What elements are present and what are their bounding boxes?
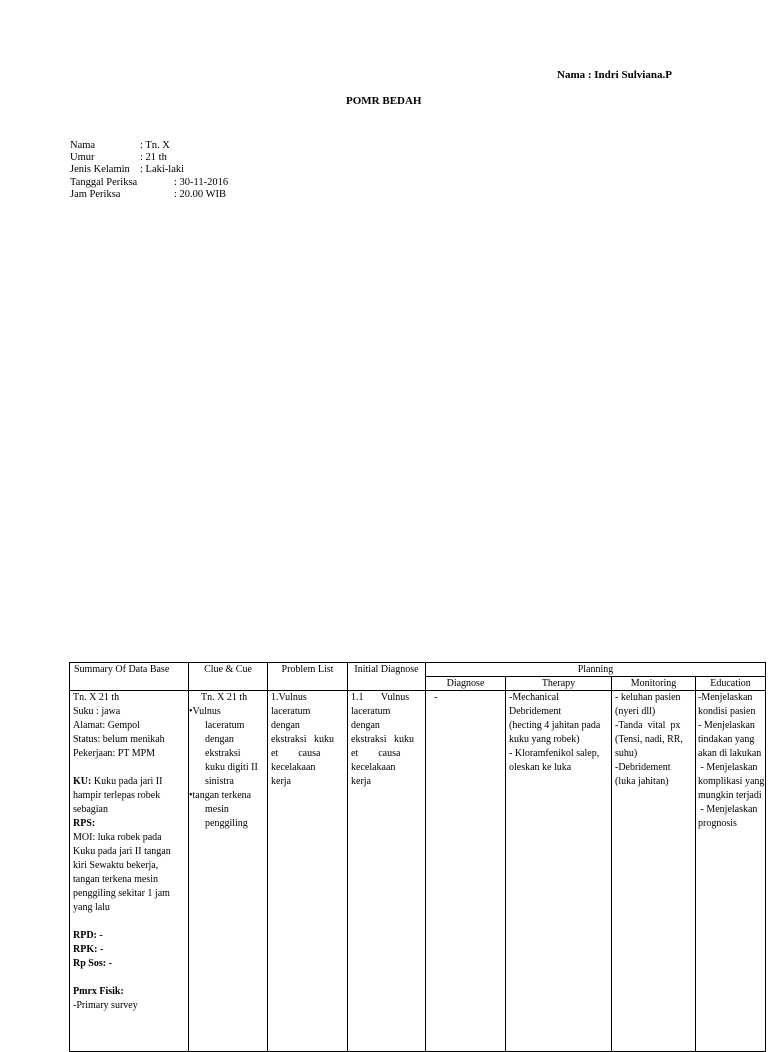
problem-line: dengan [271, 720, 300, 731]
therapy-line: -Mechanical [509, 692, 559, 703]
document-title: POMR BEDAH [346, 95, 422, 107]
initial-line: laceratum [351, 706, 391, 717]
education-line: prognosis [698, 818, 737, 829]
cell-monitoring [612, 691, 696, 1052]
diagnose-value: - [434, 692, 438, 703]
info-value: : 30-11-2016 [174, 176, 229, 188]
initial-line: et causa [351, 748, 401, 759]
ku-text: Kuku pada jari II [91, 776, 163, 787]
ku-line: sebagian [73, 804, 108, 815]
rpsos-line: Rp Sos: - [73, 958, 112, 969]
rps-label: RPS: [73, 818, 96, 829]
monitoring-line: (nyeri dll) [615, 706, 656, 717]
header-monitoring: Monitoring [612, 677, 696, 691]
clue-line: sinistra [205, 776, 234, 787]
summary-line: Suku : jawa [73, 706, 121, 717]
education-line: - Menjelaskan [698, 762, 758, 773]
clue-bullet-list [189, 705, 267, 831]
author-name: Nama : Indri Sulviana.P [557, 69, 672, 81]
info-label: Umur [70, 152, 95, 164]
pmrx-label: Pmrx Fisik: [73, 986, 124, 997]
clue-line: dengan [205, 734, 234, 745]
clue-line: kuku digiti II [205, 762, 258, 773]
clue-line: •tangan terkena [189, 790, 252, 801]
cell-summary [70, 691, 189, 1052]
rpk-line: RPK: - [73, 944, 104, 955]
education-line: - Menjelaskan [698, 804, 758, 815]
ku-label: KU: [73, 776, 92, 787]
monitoring-line: - keluhan pasien [615, 692, 681, 703]
therapy-line: Debridement [509, 706, 562, 717]
clue-line: laceratum [205, 720, 245, 731]
summary-line: Alamat: Gempol [73, 720, 140, 731]
summary-line: Status: belum menikah [73, 734, 165, 745]
header-problem-list: Problem List [268, 663, 348, 691]
info-value: : Tn. X [140, 140, 170, 151]
therapy-line: oleskan ke luka [509, 762, 572, 773]
header-initial-diagnose: Initial Diagnose [348, 663, 426, 691]
problem-line: kerja [271, 776, 291, 787]
summary-line: Pekerjaan: PT MPM [73, 748, 156, 759]
pomr-table [69, 662, 766, 1052]
summary-line: Tn. X 21 th [73, 692, 120, 703]
header-education: Education [696, 677, 766, 691]
clue-line: ekstraksi [205, 748, 241, 759]
education-line: tindakan yang [698, 734, 755, 745]
ku-line: hampir terlepas robek [73, 790, 161, 801]
education-line: komplikasi yang [698, 776, 765, 787]
moi-line: kiri Sewaktu bekerja, [73, 860, 159, 871]
info-label: Tanggal Periksa [70, 176, 138, 188]
problem-line: 1.Vulnus [271, 692, 307, 703]
table-header-row [70, 663, 766, 677]
therapy-line: (hecting 4 jahitan pada [509, 720, 601, 731]
rpd-line: RPD: - [73, 930, 103, 941]
moi-line: Kuku pada jari II tangan [73, 846, 171, 857]
header-planning: Planning [426, 663, 766, 677]
education-line: -Menjelaskan [698, 692, 753, 703]
initial-line: dengan [351, 720, 380, 731]
moi-line: yang lalu [73, 902, 110, 913]
clue-line: mesin [205, 804, 229, 815]
info-label: Jam Periksa [70, 188, 121, 200]
therapy-line: - Kloramfenikol salep, [509, 748, 600, 759]
moi-line: MOI: luka robek pada [73, 832, 162, 843]
header-diagnose: Diagnose [426, 677, 506, 691]
moi-line: tangan terkena mesin [73, 874, 158, 885]
cell-initial-diagnose [348, 691, 426, 1052]
table-row [70, 691, 766, 1052]
monitoring-line: (luka jahitan) [615, 776, 669, 787]
info-label: Nama [70, 140, 96, 151]
header-clue-cue: Clue & Cue [189, 663, 268, 691]
moi-line: penggiling sekitar 1 jam [73, 888, 170, 899]
problem-line: kecelakaan [271, 762, 316, 773]
education-line: mungkin terjadi [698, 790, 762, 801]
cell-clue-cue [189, 691, 268, 1052]
initial-line: ekstraksi kuku [351, 734, 415, 745]
clue-line: penggiling [205, 818, 248, 829]
primary-survey-line: -Primary survey [73, 1000, 138, 1011]
education-line: akan di lakukan [698, 748, 762, 759]
problem-line: laceratum [271, 706, 311, 717]
clue-line: Tn. X 21 th [201, 692, 248, 703]
cell-diagnose [426, 691, 506, 1052]
cell-education [696, 691, 766, 1052]
therapy-line: kuku yang robek) [509, 734, 580, 745]
problem-line: ekstraksi kuku [271, 734, 335, 745]
monitoring-line: -Tanda vital px [615, 720, 681, 731]
problem-line: et causa [271, 748, 321, 759]
cell-problem-list [268, 691, 348, 1052]
initial-line: kerja [351, 776, 371, 787]
info-label: Jenis Kelamin [70, 164, 130, 176]
education-line: kondisi pasien [698, 706, 756, 717]
info-value: : Laki-laki [140, 164, 185, 176]
monitoring-line: suhu) [615, 748, 638, 759]
header-therapy: Therapy [506, 677, 612, 691]
info-value: : 21 th [140, 152, 167, 164]
initial-line: kecelakaan [351, 762, 396, 773]
initial-line: 1.1 Vulnus [351, 692, 410, 703]
clue-line: •Vulnus [189, 706, 221, 717]
header-summary: Summary Of Data Base [70, 663, 189, 691]
ku-line [73, 775, 185, 789]
education-line: - Menjelaskan [698, 720, 755, 731]
info-value: : 20.00 WIB [174, 188, 227, 200]
monitoring-line: -Debridement [615, 762, 671, 773]
monitoring-line: (Tensi, nadi, RR, [615, 734, 683, 745]
cell-therapy [506, 691, 612, 1052]
